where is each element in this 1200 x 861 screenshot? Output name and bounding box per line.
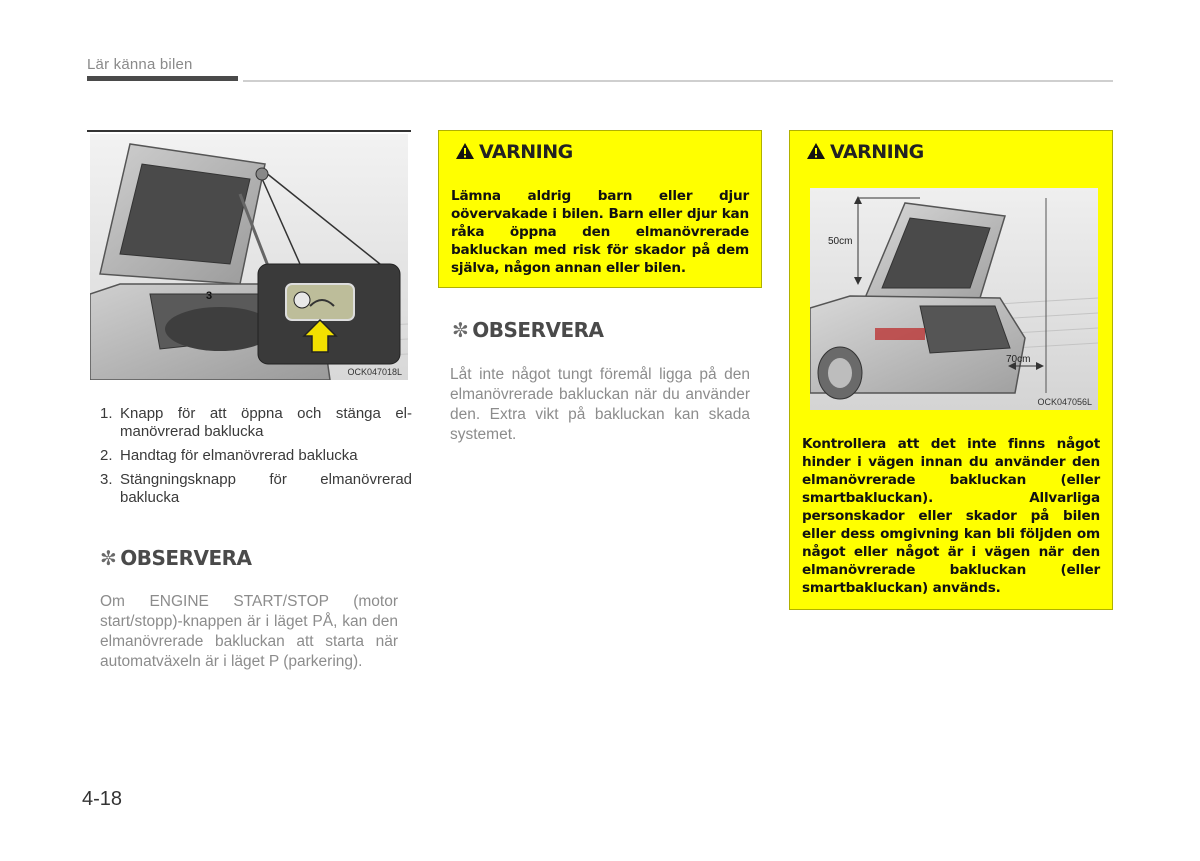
tailgate-figure: [90, 134, 408, 380]
note-title: OBSERVERA: [472, 318, 604, 342]
warning-box-middle: [438, 130, 762, 288]
warning-triangle-icon: [806, 142, 826, 160]
figure-code: OCK047018L: [347, 367, 402, 377]
clearance-figure: [810, 188, 1098, 410]
note-title: OBSERVERA: [120, 546, 252, 570]
list-item-text: Handtag för elmanövrerad baklucka: [120, 447, 358, 464]
warning-body: [800, 431, 1102, 601]
note-text-middle: Låt inte något tungt föremål ligga på den elmanövrerade bakluckan när du använder den. Extra vikt på bakluckan kan skada systemet.: [450, 366, 750, 443]
clearance-illustration: [810, 188, 1098, 410]
note-text-left: Om ENGINE START/STOP (motor start/stopp)-knappen är i läget PÅ, kan den elmanövrerade bakluckan att starta när automatväxeln är i läget P (parkering).: [100, 593, 398, 670]
header-accent-bar: [87, 76, 238, 81]
callout-number: 3: [206, 290, 213, 302]
list-item: [100, 447, 412, 465]
warning-heading: [806, 141, 924, 163]
warning-triangle-icon: [455, 142, 475, 160]
list-item-number: 1.: [100, 405, 113, 422]
warning-text: Lämna aldrig barn eller djur oövervakade i bilen. Barn eller djur kan råka öppna den elmanövrerade bakluckan med risk för skador på dem själva, någon annan eller bilen.: [451, 188, 749, 276]
figure-code: OCK047056L: [1037, 397, 1092, 407]
note-star-icon: ✼: [452, 318, 469, 342]
figure-top-rule: [87, 130, 411, 132]
warning-text: Kontrollera att det inte finns något hinder i vägen innan du använder den elmanövrerade bakluckan (eller smartbakluckan). Allvarliga personskador eller skador på bilen eller dess omgivning kan bli följden om något eller något är i vägen när den elmanövrerade bakluckan (eller smartbakluckan) används.: [802, 436, 1100, 596]
note-heading-middle: [452, 318, 604, 342]
warning-body: [449, 183, 751, 281]
tailgate-illustration: [90, 134, 408, 380]
header-rule: [243, 80, 1113, 82]
note-star-icon: ✼: [100, 546, 117, 570]
list-item-number: 3.: [100, 471, 113, 488]
height-label: 50cm: [828, 236, 853, 247]
warning-heading: [455, 141, 573, 163]
warning-title: VARNING: [830, 141, 924, 163]
section-title: Lär känna bilen: [87, 56, 193, 73]
page-number: 4-18: [82, 788, 123, 810]
component-list: [100, 405, 412, 513]
list-item-text: Knapp för att öppna och stänga el-manövrerad baklucka: [120, 405, 412, 440]
list-item-text: Stängningsknapp för elmanövrerad baklucka: [120, 471, 412, 506]
list-item: [100, 405, 412, 441]
depth-label: 70cm: [1006, 354, 1031, 365]
warning-title: VARNING: [479, 141, 573, 163]
note-heading-left: [100, 546, 252, 570]
list-item: [100, 471, 412, 507]
list-item-number: 2.: [100, 447, 113, 464]
